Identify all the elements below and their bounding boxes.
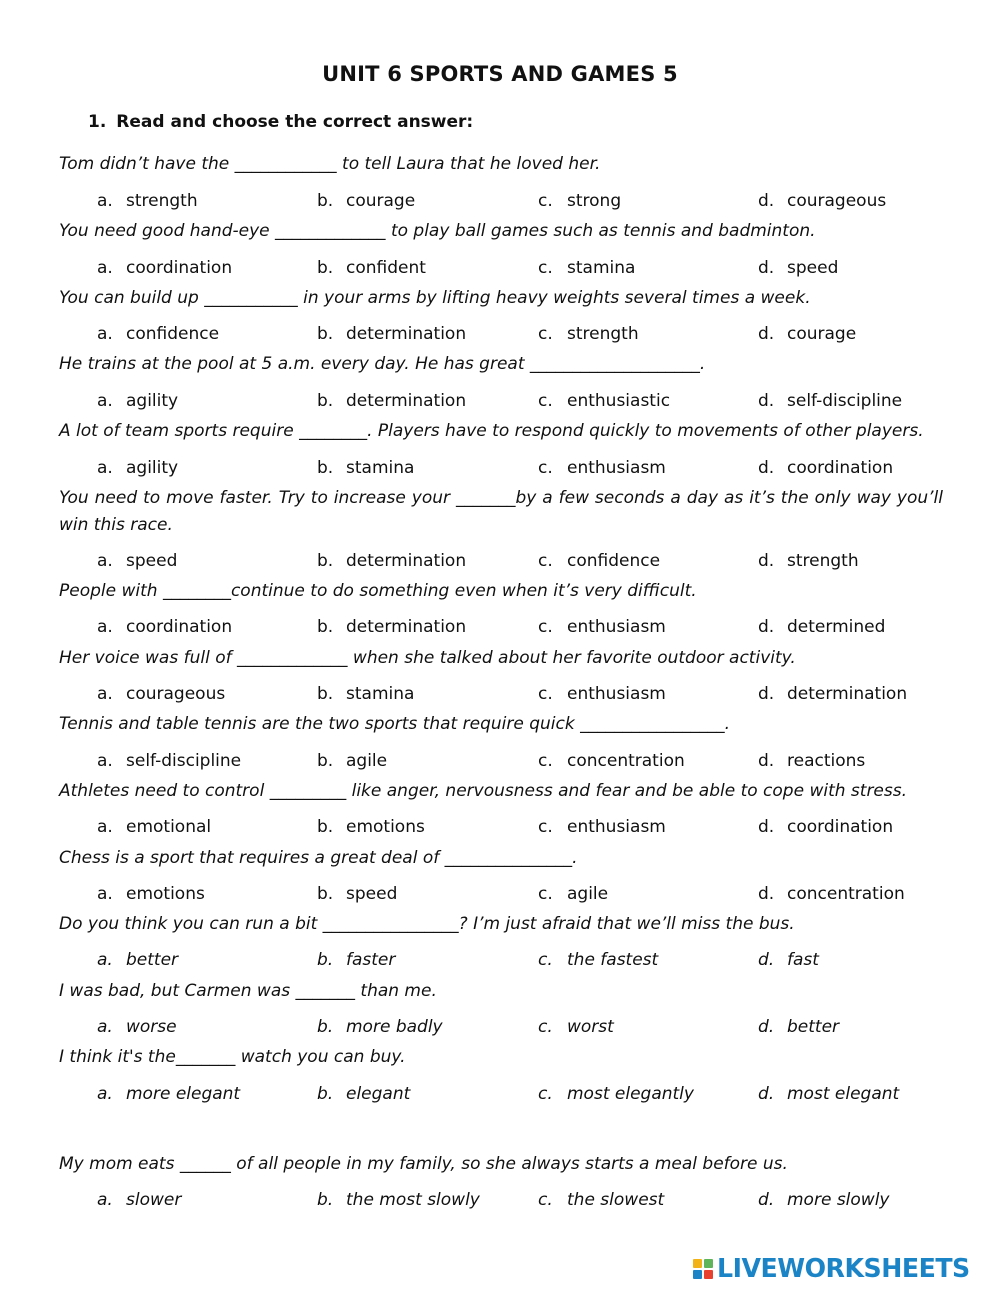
answer-option[interactable] (758, 950, 819, 970)
option-letter: a. (97, 1190, 113, 1210)
answer-option[interactable] (538, 817, 666, 837)
option-letter: c. (538, 551, 553, 571)
option-letter: d. (758, 617, 775, 637)
option-text: confident (346, 258, 426, 278)
answer-option[interactable] (538, 884, 608, 904)
option-letter: c. (538, 884, 553, 904)
option-letter: b. (317, 1190, 334, 1210)
option-text: confidence (126, 324, 220, 344)
option-letter: d. (758, 1190, 775, 1210)
answer-options (0, 684, 1000, 708)
question-text: People with ________continue to do something even when it’s very difficult. (59, 581, 697, 601)
answer-options (0, 191, 1000, 215)
answer-option[interactable] (97, 751, 241, 771)
option-letter: a. (97, 751, 113, 771)
answer-option[interactable] (538, 950, 658, 970)
option-text: stamina (346, 458, 415, 478)
option-letter: c. (538, 617, 553, 637)
answer-option[interactable] (97, 617, 232, 637)
option-text: agility (126, 458, 179, 478)
option-text: agile (567, 884, 609, 904)
answer-option[interactable] (317, 884, 397, 904)
option-text: more elegant (126, 1084, 241, 1104)
option-text: determination (346, 324, 467, 344)
option-letter: d. (758, 817, 775, 837)
question-text: Chess is a sport that requires a great deal of _______________. (59, 848, 578, 868)
option-letter: c. (538, 324, 553, 344)
option-letter: b. (317, 1084, 334, 1104)
option-letter: d. (758, 884, 775, 904)
answer-option[interactable] (538, 551, 660, 571)
option-text: confidence (567, 551, 661, 571)
option-text: strength (567, 324, 639, 344)
answer-option[interactable] (758, 617, 885, 637)
option-text: enthusiastic (567, 391, 671, 411)
question-text: Do you think you can run a bit ________________? I’m just afraid that we’ll miss the bus. (59, 914, 795, 934)
option-letter: a. (97, 458, 113, 478)
answer-option[interactable] (538, 391, 670, 411)
option-text: strength (126, 191, 198, 211)
option-letter: b. (317, 191, 334, 211)
option-text: reactions (787, 751, 866, 771)
question-text: Tom didn’t have the ____________ to tell Laura that he loved her. (59, 154, 601, 174)
option-text: fast (787, 950, 819, 970)
option-letter: b. (317, 458, 334, 478)
option-letter: c. (538, 258, 553, 278)
answer-option[interactable] (317, 391, 466, 411)
option-text: strong (567, 191, 622, 211)
question-text: My mom eats ______ of all people in my family, so she always starts a meal before us. (59, 1154, 788, 1174)
answer-option[interactable] (538, 684, 666, 704)
answer-options (0, 1017, 1000, 1041)
option-text: strength (787, 551, 859, 571)
option-letter: b. (317, 884, 334, 904)
option-letter: c. (538, 684, 553, 704)
option-text: speed (126, 551, 178, 571)
question-text: You need good hand-eye _____________ to play ball games such as tennis and badminton. (59, 221, 816, 241)
answer-option[interactable] (97, 258, 232, 278)
option-letter: c. (538, 391, 553, 411)
option-letter: b. (317, 751, 334, 771)
option-text: emotions (346, 817, 425, 837)
answer-option[interactable] (758, 684, 907, 704)
answer-option[interactable] (317, 1190, 480, 1210)
option-text: the most slowly (346, 1190, 480, 1210)
option-text: coordination (126, 258, 233, 278)
option-text: determination (346, 551, 467, 571)
answer-option[interactable] (97, 458, 178, 478)
answer-option[interactable] (97, 191, 198, 211)
answer-option[interactable] (97, 1084, 240, 1104)
answer-options (0, 884, 1000, 908)
answer-option[interactable] (317, 751, 387, 771)
option-letter: b. (317, 684, 334, 704)
option-text: courageous (126, 684, 226, 704)
question-text: I think it's the_______ watch you can buy. (59, 1047, 406, 1067)
answer-option[interactable] (758, 551, 859, 571)
option-text: emotional (126, 817, 212, 837)
question-text: Tennis and table tennis are the two sports that require quick _________________. (59, 714, 730, 734)
question-text: Her voice was full of _____________ when she talked about her favorite outdoor activity. (59, 648, 796, 668)
logo-text: LIVEWORKSHEETS (717, 1254, 970, 1284)
question-text: You can build up ___________ in your arms by lifting heavy weights several times a week. (59, 288, 811, 308)
option-letter: c. (538, 1017, 553, 1037)
answer-option[interactable] (758, 1190, 889, 1210)
answer-option[interactable] (317, 258, 426, 278)
answer-option[interactable] (758, 1017, 839, 1037)
logo-square (704, 1259, 713, 1268)
answer-option[interactable] (758, 458, 893, 478)
answer-options (0, 1190, 1000, 1214)
option-text: enthusiasm (567, 684, 666, 704)
answer-option[interactable] (97, 1190, 181, 1210)
option-letter: c. (538, 458, 553, 478)
option-text: most elegant (787, 1084, 900, 1104)
answer-options (0, 551, 1000, 575)
logo-square (704, 1270, 713, 1279)
answer-option[interactable] (317, 617, 466, 637)
answer-option[interactable] (538, 1017, 614, 1037)
option-text: concentration (567, 751, 685, 771)
answer-options (0, 324, 1000, 348)
answer-option[interactable] (317, 684, 414, 704)
option-text: faster (346, 950, 396, 970)
answer-option[interactable] (758, 324, 856, 344)
option-text: speed (787, 258, 839, 278)
option-text: more slowly (787, 1190, 890, 1210)
answer-option[interactable] (758, 191, 886, 211)
option-text: enthusiasm (567, 617, 666, 637)
option-letter: b. (317, 551, 334, 571)
option-letter: c. (538, 817, 553, 837)
option-text: slower (126, 1190, 182, 1210)
option-letter: b. (317, 258, 334, 278)
option-letter: a. (97, 684, 113, 704)
logo-square (693, 1259, 702, 1268)
option-letter: b. (317, 324, 334, 344)
option-letter: c. (538, 1190, 553, 1210)
answer-option[interactable] (317, 1017, 443, 1037)
option-text: worst (567, 1017, 614, 1037)
option-letter: a. (97, 817, 113, 837)
question-text: He trains at the pool at 5 a.m. every day. He has great ____________________. (59, 354, 706, 374)
option-text: the slowest (567, 1190, 665, 1210)
question-text: A lot of team sports require ________. Players have to respond quickly to movements of other players. (59, 421, 924, 441)
answer-options (0, 751, 1000, 775)
answer-options (0, 458, 1000, 482)
option-text: agility (126, 391, 179, 411)
logo-icon (693, 1259, 713, 1279)
option-letter: d. (758, 950, 775, 970)
option-letter: a. (97, 884, 113, 904)
answer-option[interactable] (538, 191, 621, 211)
answer-option[interactable] (758, 884, 905, 904)
answer-option[interactable] (97, 1017, 177, 1037)
option-letter: b. (317, 950, 334, 970)
option-letter: b. (317, 391, 334, 411)
question-text: You need to move faster. Try to increase your _______by a few seconds a day as it’s the only way you’ll win this race. (59, 488, 943, 535)
option-text: courage (787, 324, 857, 344)
option-text: enthusiasm (567, 817, 666, 837)
option-text: agile (346, 751, 388, 771)
answer-option[interactable] (538, 751, 685, 771)
option-letter: a. (97, 1084, 113, 1104)
option-text: self-discipline (126, 751, 242, 771)
option-letter: a. (97, 551, 113, 571)
option-text: self-discipline (787, 391, 903, 411)
option-letter: d. (758, 191, 775, 211)
option-letter: a. (97, 617, 113, 637)
answer-option[interactable] (538, 324, 639, 344)
option-letter: a. (97, 258, 113, 278)
option-text: coordination (787, 458, 894, 478)
option-text: courageous (787, 191, 887, 211)
option-letter: d. (758, 684, 775, 704)
answer-option[interactable] (538, 458, 666, 478)
option-text: more badly (346, 1017, 443, 1037)
answer-option[interactable] (97, 391, 178, 411)
option-letter: c. (538, 950, 553, 970)
instruction (88, 112, 473, 132)
answer-option[interactable] (97, 324, 219, 344)
option-text: the fastest (567, 950, 659, 970)
answer-option[interactable] (97, 551, 177, 571)
answer-option[interactable] (538, 1190, 664, 1210)
option-text: emotions (126, 884, 205, 904)
answer-option[interactable] (317, 950, 395, 970)
option-text: most elegantly (567, 1084, 694, 1104)
option-letter: d. (758, 391, 775, 411)
option-letter: d. (758, 458, 775, 478)
answer-options (0, 1084, 1000, 1108)
option-letter: d. (758, 258, 775, 278)
answer-option[interactable] (97, 950, 178, 970)
option-letter: a. (97, 391, 113, 411)
answer-option[interactable] (758, 258, 838, 278)
answer-options (0, 950, 1000, 974)
option-letter: a. (97, 324, 113, 344)
option-letter: d. (758, 324, 775, 344)
option-letter: d. (758, 751, 775, 771)
answer-options (0, 258, 1000, 282)
answer-option[interactable] (317, 324, 466, 344)
option-text: better (787, 1017, 840, 1037)
option-letter: b. (317, 817, 334, 837)
option-text: courage (346, 191, 416, 211)
option-letter: a. (97, 1017, 113, 1037)
liveworksheets-logo (693, 1254, 978, 1284)
option-letter: d. (758, 1017, 775, 1037)
answer-option[interactable] (758, 1084, 899, 1104)
option-letter: c. (538, 1084, 553, 1104)
option-text: determined (787, 617, 886, 637)
answer-option[interactable] (758, 751, 865, 771)
answer-option[interactable] (97, 684, 225, 704)
question-text: Athletes need to control _________ like anger, nervousness and fear and be able to cope with stress. (59, 781, 908, 801)
answer-option[interactable] (97, 884, 205, 904)
option-letter: d. (758, 551, 775, 571)
answer-option[interactable] (317, 551, 466, 571)
option-text: concentration (787, 884, 905, 904)
option-text: elegant (346, 1084, 411, 1104)
option-letter: c. (538, 751, 553, 771)
page-title: UNIT 6 SPORTS AND GAMES 5 (322, 62, 678, 86)
answer-option[interactable] (317, 458, 414, 478)
answer-options (0, 817, 1000, 841)
option-text: coordination (787, 817, 894, 837)
option-text: worse (126, 1017, 177, 1037)
answer-options (0, 391, 1000, 415)
option-letter: a. (97, 950, 113, 970)
option-text: determination (346, 391, 467, 411)
answer-option[interactable] (97, 817, 211, 837)
answer-options (0, 617, 1000, 641)
option-text: better (126, 950, 179, 970)
option-text: coordination (126, 617, 233, 637)
option-text: stamina (346, 684, 415, 704)
answer-option[interactable] (758, 391, 902, 411)
option-letter: d. (758, 1084, 775, 1104)
option-text: stamina (567, 258, 636, 278)
instruction-text: Read and choose the correct answer: (116, 112, 474, 132)
option-text: determination (787, 684, 908, 704)
logo-square (693, 1270, 702, 1279)
question-text: I was bad, but Carmen was _______ than me. (59, 981, 437, 1001)
answer-option[interactable] (317, 817, 425, 837)
answer-option[interactable] (538, 258, 635, 278)
answer-option[interactable] (317, 191, 415, 211)
option-letter: b. (317, 1017, 334, 1037)
option-letter: c. (538, 191, 553, 211)
option-letter: a. (97, 191, 113, 211)
option-letter: b. (317, 617, 334, 637)
answer-option[interactable] (758, 817, 893, 837)
instruction-number: 1. (88, 112, 107, 132)
answer-option[interactable] (538, 1084, 694, 1104)
option-text: enthusiasm (567, 458, 666, 478)
answer-option[interactable] (538, 617, 666, 637)
option-text: determination (346, 617, 467, 637)
answer-option[interactable] (317, 1084, 410, 1104)
option-text: speed (346, 884, 398, 904)
